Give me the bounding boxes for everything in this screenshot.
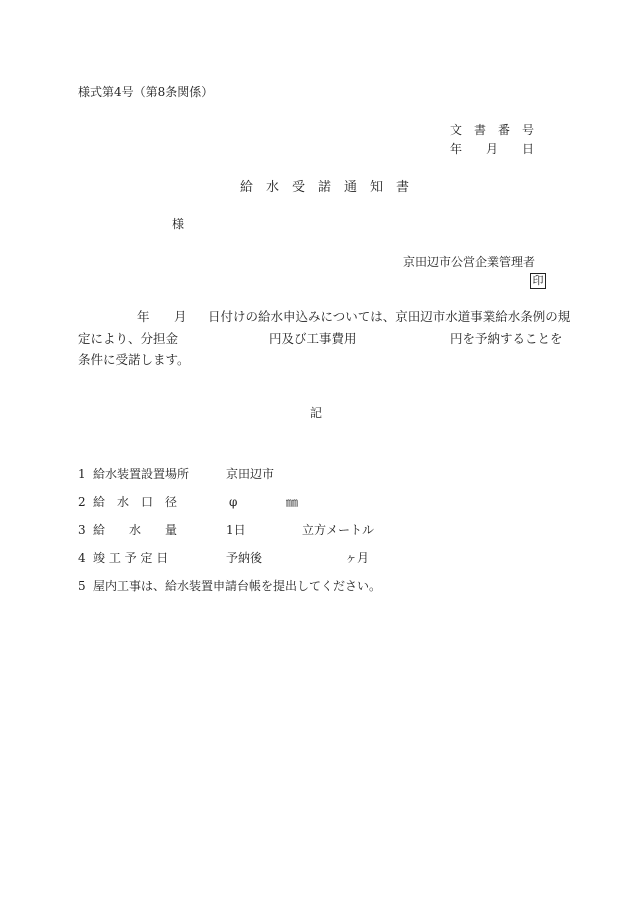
item-number: 4 <box>78 551 86 565</box>
item-label: 給水装置設置場所 <box>93 467 190 481</box>
item-label: 屋内工事は、給水装置申請台帳を提出してください。 <box>93 579 382 593</box>
item-unit: ㎜ <box>286 495 299 509</box>
seal-mark: 印 <box>530 273 546 289</box>
item-label: 給 水 口 径 <box>93 495 178 509</box>
item-unit: ヶ月 <box>345 551 370 565</box>
body-line-2-b: 円及び工事費用 <box>269 331 357 346</box>
item-value: 予納後 <box>226 551 263 565</box>
date-label: 年 月 日 <box>450 142 535 156</box>
item-number: 2 <box>78 495 86 509</box>
item-label: 給 水 量 <box>93 523 178 537</box>
body-line-2-a: 定により、分担金 <box>78 331 179 346</box>
ki-heading: 記 <box>310 406 323 420</box>
item-number: 5 <box>78 579 86 593</box>
item-value: φ <box>229 495 238 509</box>
issuer-name: 京田辺市公営企業管理者 <box>403 255 536 269</box>
body-year-label: 年 <box>137 309 150 324</box>
addressee-suffix: 様 <box>172 217 185 231</box>
page-title: 給 水 受 諾 通 知 書 <box>240 180 410 195</box>
form-number: 様式第4号（第8条関係） <box>78 85 214 99</box>
item-number: 1 <box>78 467 86 481</box>
body-line-3-text: 条件に受諾します。 <box>78 352 190 367</box>
item-label: 竣 工 予 定 日 <box>93 551 169 565</box>
body-line-1-text: 日付けの給水申込みについては、京田辺市水道事業給水条例の規 <box>208 309 571 324</box>
item-number: 3 <box>78 523 86 537</box>
item-unit: 立方メートル <box>302 523 375 537</box>
item-value: 1日 <box>226 523 246 537</box>
body-line-2-c: 円を予納することを <box>450 331 563 346</box>
body-month-label: 月 <box>174 309 187 324</box>
item-value: 京田辺市 <box>226 467 275 481</box>
document-number-label: 文 書 番 号 <box>450 123 535 137</box>
